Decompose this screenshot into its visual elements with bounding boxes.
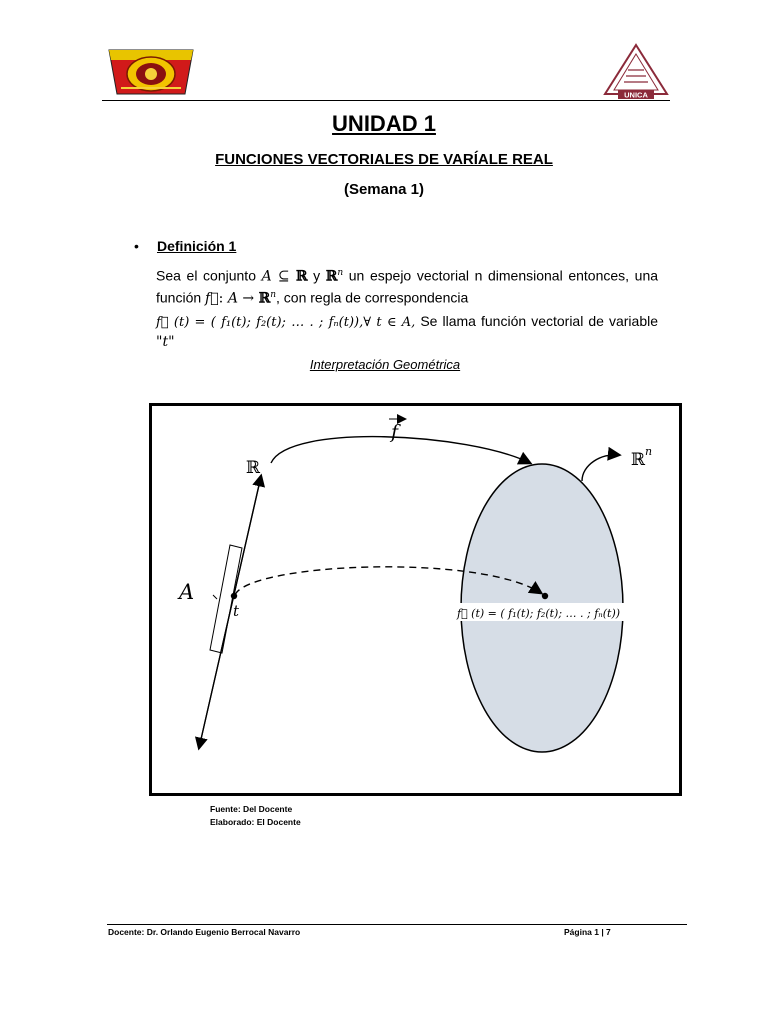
footer-page-number: Página 1 | 7 (564, 927, 611, 937)
page-title: UNIDAD 1 (332, 111, 436, 136)
definition-formula-paragraph: f⃗ (t) = ( f₁(t); f₂(t); … . ; fₙ(t)),∀ t ∈ A, Se llama función vectorial de variable "t" (156, 313, 659, 350)
unica-logo-text: UNICA (624, 90, 648, 100)
figure-source: Fuente: Del Docente (210, 804, 293, 814)
university-seal-icon (105, 44, 197, 98)
page-subtitle: FUNCIONES VECTORIALES DE VARÍALE REAL (215, 151, 553, 168)
label-t: t (233, 602, 240, 620)
definition-paragraph: Sea el conjunto A ⊆ ℝ y ℝ$^n$ un espejo vectorial n dimensional entonces, una función f⃗: A → ℝ$^n$, con regla de correspondencia (156, 267, 659, 307)
definition-heading: Definición 1 (157, 238, 237, 254)
unica-triangle-icon (602, 42, 670, 100)
week-label: (Semana 1) (343, 181, 425, 198)
figure-author: Elaborado: El Docente (210, 817, 301, 827)
label-Rn: ℝ (631, 450, 646, 470)
figure-formula: f⃗ (t) = ( f₁(t); f₂(t); … . ; fₙ(t)) (457, 607, 621, 620)
footer-rule (107, 924, 687, 925)
figure-caption: Interpretación Geométrica (309, 357, 461, 372)
variable-label: "t" (156, 334, 175, 350)
label-A: A (179, 580, 195, 604)
label-R: ℝ (246, 458, 261, 478)
vector-function-formula: f⃗ (t) = ( f₁(t); f₂(t); … . ; fₙ(t)),∀ t ∈ A, (156, 315, 416, 330)
label-Rn-sup: n (645, 445, 653, 458)
bullet-icon: • (134, 238, 139, 254)
footer-teacher: Docente: Dr. Orlando Eugenio Berrocal Navarro (108, 927, 301, 937)
geometric-interpretation-figure (149, 403, 682, 796)
image-point (542, 593, 548, 599)
header-rule (102, 100, 670, 101)
label-f: f (391, 421, 399, 443)
